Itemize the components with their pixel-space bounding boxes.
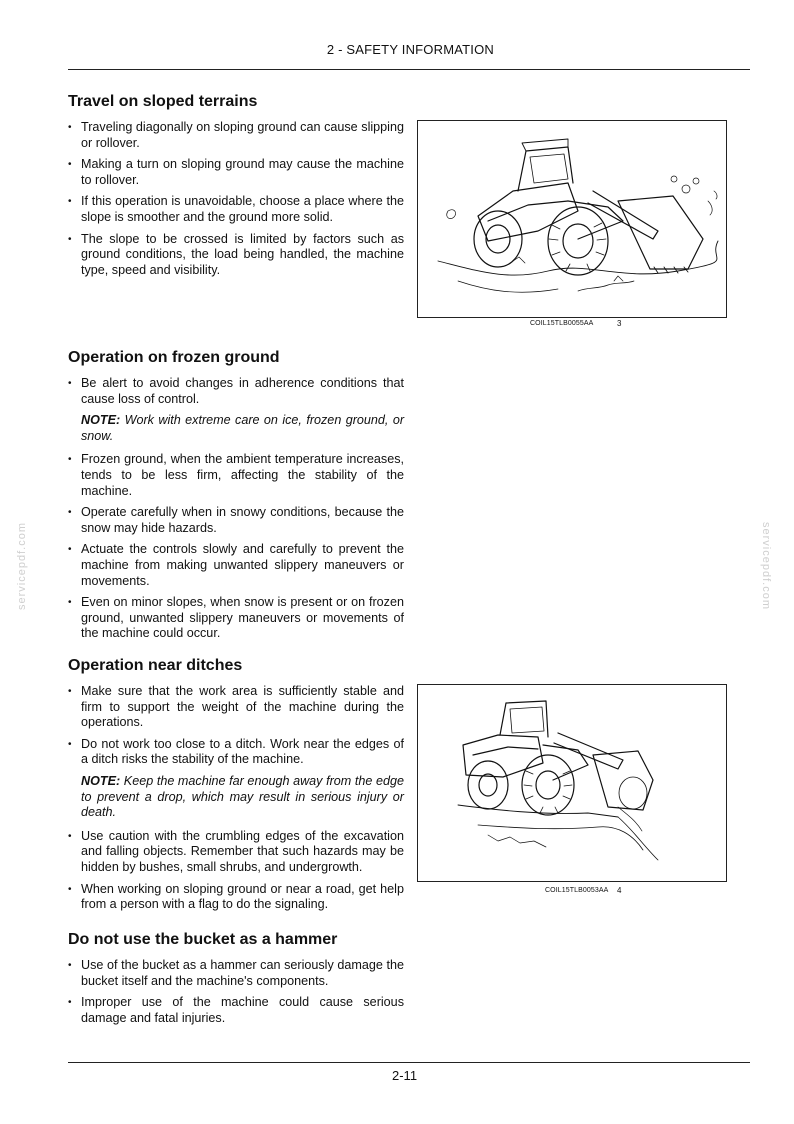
watermark-right: servicepdf.com — [759, 522, 772, 610]
note-label: NOTE: — [81, 413, 121, 428]
page-header-title: 2 - SAFETY INFORMATION — [326, 42, 494, 57]
section-heading: Operation near ditches — [68, 657, 243, 674]
list-item: • Make sure that the work area is sufficiently stable and firm to support the weight of the machine during the operations. — [68, 684, 404, 731]
list-item: • Frozen ground, when the ambient temperature increases, tends to be less firm, affecting the stability of the machine. — [68, 452, 404, 499]
section-operation-on-frozen-ground — [68, 348, 404, 648]
bullet-list — [68, 829, 404, 913]
figure-4-number: 4 — [617, 886, 622, 895]
list-item: • Do not work too close to a ditch. Work near the edges of a ditch risks the stability of the machine. — [68, 737, 404, 768]
figure-3-number: 3 — [617, 319, 622, 328]
list-item: • Actuate the controls slowly and carefully to prevent the machine from making unwanted slippery maneuvers or movements. — [68, 542, 404, 589]
bullet-list — [68, 120, 404, 278]
list-item: • Use of the bucket as a hammer can seriously damage the bucket itself and the machine's components. — [68, 958, 404, 989]
section-heading: Do not use the bucket as a hammer — [68, 931, 338, 948]
header-rule — [68, 69, 750, 70]
page-number: 2-11 — [392, 1068, 418, 1083]
bullet-list — [68, 376, 404, 407]
list-item: • Use caution with the crumbling edges of the excavation and falling objects. Remember that such hazards may be hidden by bushes, small shrubs, and undergrowth. — [68, 829, 404, 876]
figure-loader-on-slope — [417, 120, 727, 318]
note — [68, 413, 404, 444]
bullet-list — [68, 684, 404, 768]
list-item: • When working on sloping ground or near a road, get help from a person with a flag to do the signaling. — [68, 882, 404, 913]
list-item: • If this operation is unavoidable, choose a place where the slope is smoother and the ground more solid. — [68, 194, 404, 225]
bullet-list — [68, 452, 404, 642]
bullet-list — [68, 958, 404, 1026]
list-item: • The slope to be crossed is limited by factors such as ground conditions, the load being handled, the machine type, speed and visibility. — [68, 232, 404, 279]
note-text: Work with extreme care on ice, frozen ground, or snow. — [81, 413, 405, 443]
section-travel-on-sloped-terrains — [68, 92, 404, 284]
wheel-loader-near-ditch-illustration — [418, 685, 726, 881]
list-item: • Even on minor slopes, when snow is present or on frozen ground, unwanted slippery maneuvers or movements of the machine could occur. — [68, 595, 404, 642]
note-text: Keep the machine far enough away from the edge to prevent a drop, which may result in serious injury or death. — [81, 773, 404, 820]
section-do-not-use-bucket-as-hammer — [68, 930, 404, 1032]
list-item: • Making a turn on sloping ground may cause the machine to rollover. — [68, 157, 404, 188]
section-operation-near-ditches — [68, 656, 404, 919]
figure-4-caption: COIL15TLB0053AA — [545, 887, 609, 894]
note — [68, 774, 404, 821]
figure-3-caption: COIL15TLB0055AA — [530, 320, 594, 327]
figure-loader-near-ditch — [417, 684, 727, 882]
watermark-left: servicepdf.com — [15, 522, 28, 610]
footer-rule — [68, 1062, 750, 1063]
list-item: • Operate carefully when in snowy conditions, because the snow may hide hazards. — [68, 505, 404, 536]
section-heading: Travel on sloped terrains — [68, 93, 258, 110]
wheel-loader-on-slope-illustration — [418, 121, 726, 317]
list-item: • Traveling diagonally on sloping ground can cause slipping or rollover. — [68, 120, 404, 151]
note-label: NOTE: — [81, 773, 121, 788]
section-heading: Operation on frozen ground — [68, 349, 280, 366]
list-item: • Be alert to avoid changes in adherence conditions that cause loss of control. — [68, 376, 404, 407]
list-item: • Improper use of the machine could cause serious damage and fatal injuries. — [68, 995, 404, 1026]
